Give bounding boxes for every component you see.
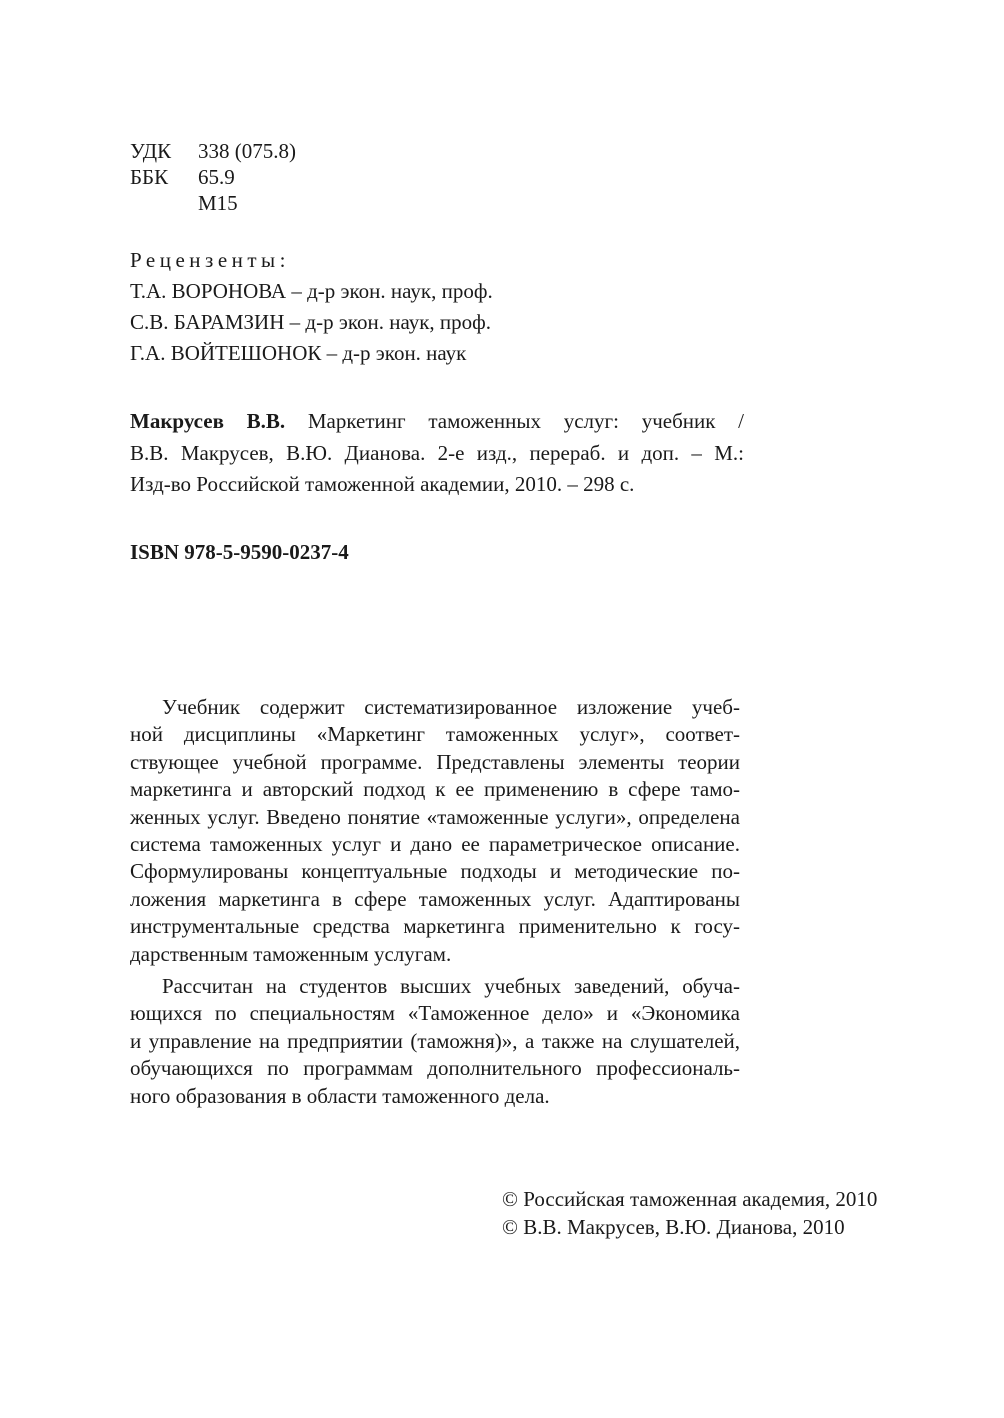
copyright-line: © В.В. Макрусев, В.Ю. Дианова, 2010 (502, 1215, 845, 1239)
classification-value: 338 (075.8) (198, 139, 296, 163)
citation-line: Изд-во Российской таможенной академии, 2010. – 298 с. (130, 472, 635, 496)
abstract-paragraph-2 (130, 973, 740, 1110)
abstract-line: женных услуг. Введено понятие «таможенные услуги», определена (130, 804, 740, 829)
abstract (130, 694, 740, 1110)
abstract-line: ной дисциплины «Маркетинг таможенных услуг», соответ- (130, 722, 740, 747)
classification-codes (130, 138, 296, 216)
reviewers-heading: Рецензенты: (130, 248, 290, 272)
copyright-line: © Российская таможенная академия, 2010 (502, 1187, 878, 1211)
citation-author: Макрусев В.В. (130, 409, 286, 433)
classification-row-author-mark (130, 190, 296, 216)
abstract-paragraph-1 (130, 694, 740, 968)
reviewer-item: Т.А. ВОРОНОВА – д-р экон. наук, проф. (130, 279, 493, 303)
reviewers-section (130, 245, 493, 369)
abstract-line: дарственным таможенным услугам. (130, 941, 452, 966)
abstract-line: система таможенных услуг и дано ее параметрическое описание. (130, 832, 740, 857)
reviewer-item: С.В. БАРАМЗИН – д-р экон. наук, проф. (130, 310, 491, 334)
abstract-line: инструментальные средства маркетинга применительно к госу- (130, 914, 740, 939)
classification-row-udk (130, 138, 296, 164)
classification-value: 65.9 (198, 165, 235, 189)
citation-line: В.В. Макрусев, В.Ю. Дианова. 2-е изд., перераб. и доп. – М.: (130, 440, 744, 465)
abstract-line: маркетинга и авторский подход к ее применению в сфере тамо- (130, 777, 740, 802)
abstract-line: Сформулированы концептуальные подходы и методические по- (130, 859, 740, 884)
abstract-line: обучающихся по программам дополнительного профессиональ- (130, 1056, 740, 1081)
abstract-line: ствующее учебной программе. Представлены элементы теории (130, 749, 740, 774)
classification-label: ББК (130, 165, 169, 189)
bibliographic-citation (130, 406, 744, 501)
classification-row-bbk (130, 164, 296, 190)
abstract-line: Рассчитан на студентов высших учебных заведений, обуча- (162, 974, 740, 999)
abstract-line: ющихся по специальностям «Таможенное дело» и «Экономика (130, 1001, 740, 1026)
copyright-block (502, 1185, 877, 1241)
classification-label (130, 190, 198, 216)
citation-title: Маркетинг таможенных услуг: учебник / (285, 409, 744, 433)
abstract-line: ложения маркетинга в сфере таможенных услуг. Адаптированы (130, 886, 740, 911)
isbn: ISBN 978-5-9590-0237-4 (130, 540, 349, 564)
abstract-line: ного образования в области таможенного дела. (130, 1083, 550, 1108)
citation-line (130, 406, 744, 438)
classification-label: УДК (130, 139, 172, 163)
abstract-line: Учебник содержит систематизированное изложение учеб- (162, 695, 740, 719)
classification-value: М15 (198, 191, 238, 215)
abstract-line: и управление на предприятии (таможня)», а также на слушателей, (130, 1028, 740, 1053)
reviewer-item: Г.А. ВОЙТЕШОНОК – д-р экон. наук (130, 341, 467, 365)
